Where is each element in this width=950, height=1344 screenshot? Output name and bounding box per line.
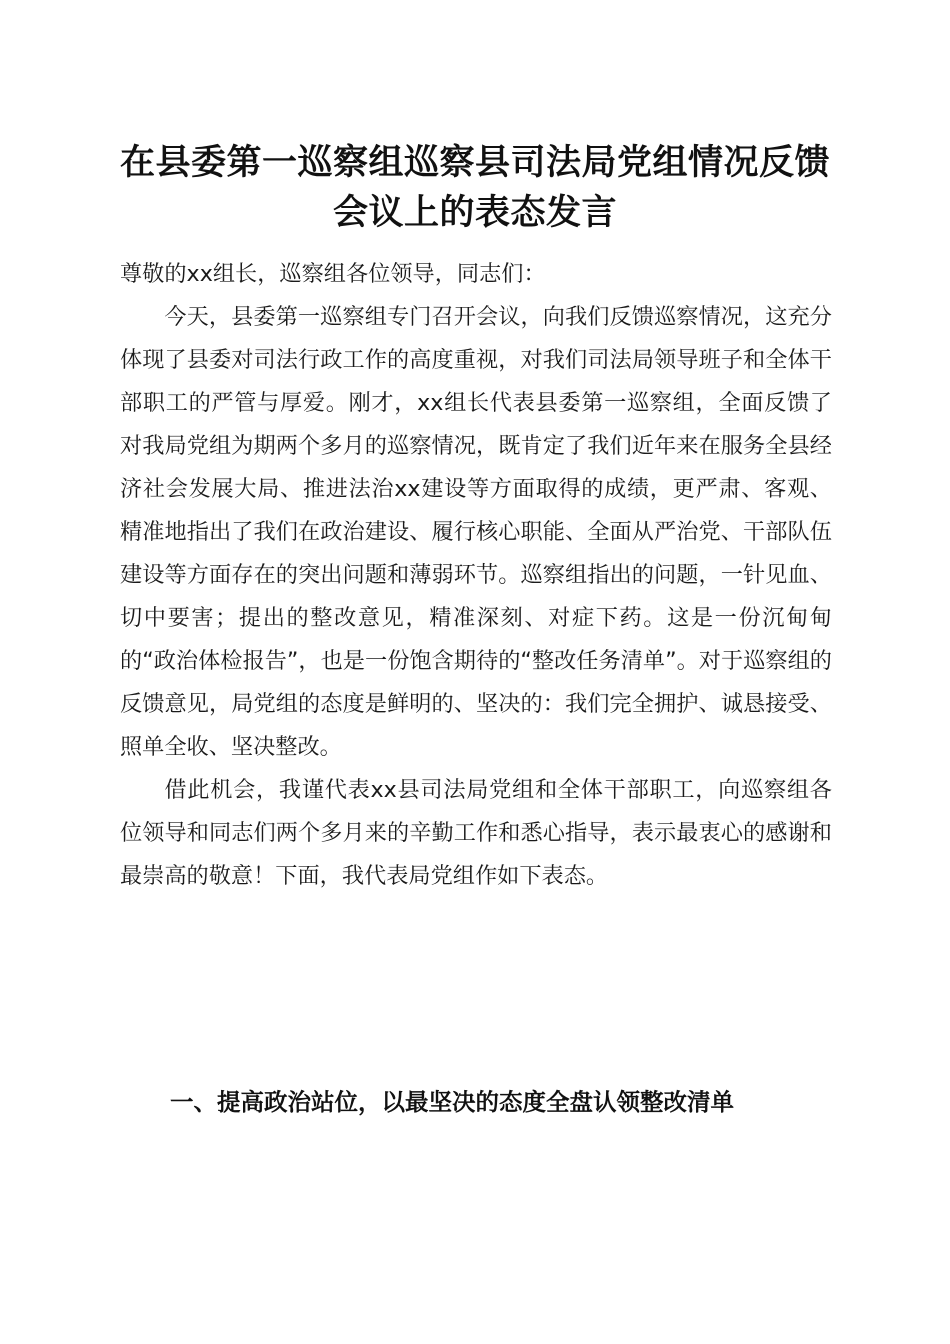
document-title: 在县委第一巡察组巡察县司法局党组情况反馈会议上的表态发言: [119, 142, 830, 233]
salutation: 尊敬的xx组长，巡察组各位领导，同志们：: [120, 261, 546, 287]
paragraph-thanks: 借此机会，我谨代表xx县司法局党组和全体干部职工，向巡察组各位领导和同志们两个多月来的辛勤工作和悉心指导，表示最衷心的感谢和最崇高的敬意！下面，我代表局党组作如下表态。: [120, 777, 832, 889]
paragraph-opening: 今天，县委第一巡察组专门召开会议，向我们反馈巡察情况，这充分体现了县委对司法行政工作的高度重视，对我们司法局领导班子和全体干部职工的严管与厚爱。刚才，xx组长代表县委第一巡察组，全面反馈了对我局党组为期两个多月的巡察情况，既肯定了我们近年来在服务全县经济社会发展大局、推进法治xx建设等方面取得的成绩，更严肃、客观、精准地指出了我们在政治建设、履行核心职能、全面从严治党、干部队伍建设等方面存在的突出问题和薄弱环节。巡察组指出的问题，一针见血、切中要害；提出的整改意见，精准深刻、对症下药。这是一份沉甸甸的“政治体检报告”，也是一份饱含期待的“整改任务清单”。对于巡察组的反馈意见，局党组的态度是鲜明的、坚决的：我们完全拥护、诚恳接受、照单全收、坚决整改。: [120, 304, 832, 760]
document-body: [120, 253, 832, 898]
section-heading: 一、提高政治站位，以最坚决的态度全盘认领整改清单: [170, 1088, 734, 1116]
